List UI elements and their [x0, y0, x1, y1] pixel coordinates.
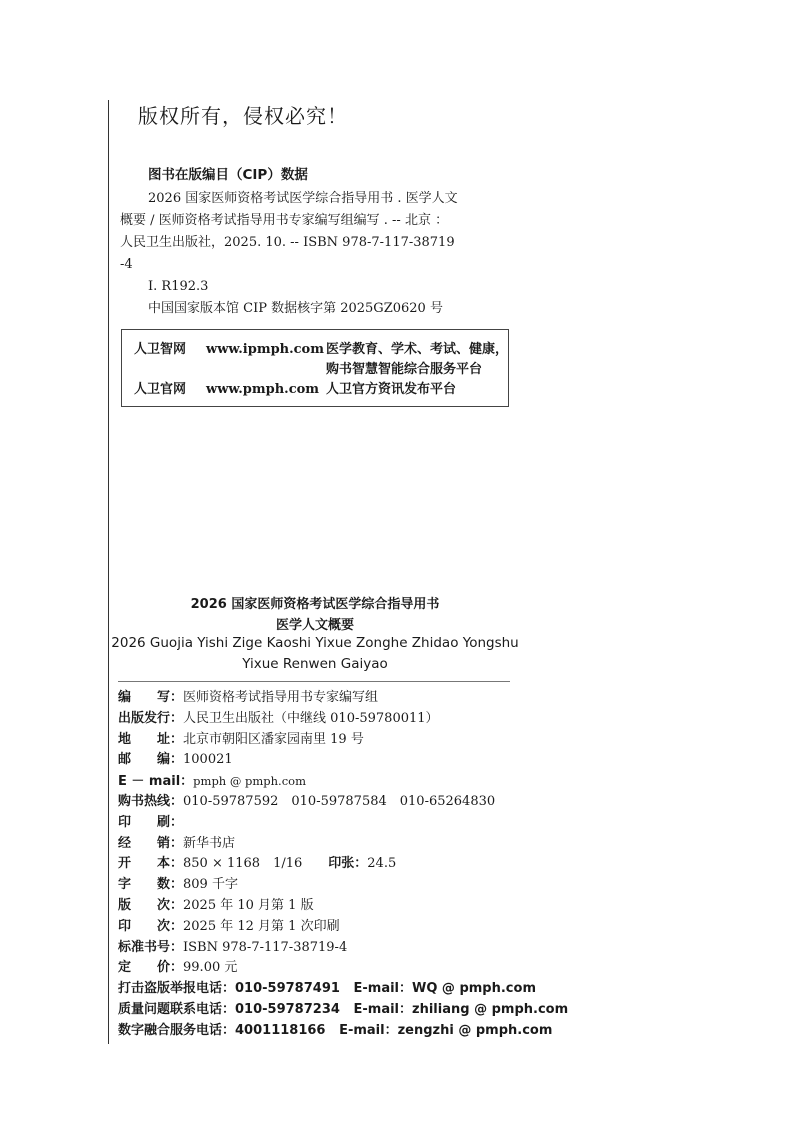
- cip-line: -4: [120, 257, 133, 272]
- info-label: 经 销：: [118, 835, 184, 851]
- info-label: 标准书号：: [118, 939, 184, 955]
- info-value: 850 × 1168 1/16: [183, 856, 329, 872]
- contact-label: 数字融合服务电话：: [118, 1022, 236, 1038]
- book-subtitle-zh: 医学人文概要: [275, 618, 354, 633]
- cip-approval-number: 中国国家版本馆 CIP 数据核字第 2025GZ0620 号: [148, 301, 443, 316]
- website-url[interactable]: www.ipmph.com: [206, 342, 324, 357]
- contact-email-label: E-mail：: [353, 1001, 413, 1017]
- contact-email-label: E-mail：: [339, 1022, 398, 1038]
- cip-line: 2026 国家医师资格考试医学综合指导用书 . 医学人文: [148, 191, 458, 206]
- website-row-cont: [122, 360, 508, 380]
- info-line: [118, 896, 538, 917]
- website-row: [122, 340, 508, 360]
- info-label: 印 次：: [118, 918, 184, 934]
- info-value: ISBN 978-7-117-38719-4: [183, 939, 348, 955]
- info-value: 人民卫生出版社（中继线 010-59780011）: [183, 710, 439, 726]
- info-label: 印 刷：: [118, 814, 184, 830]
- website-name: 人卫官网: [134, 382, 187, 397]
- website-name: 人卫智网: [134, 342, 187, 357]
- contact-email: zhiliang @ pmph.com: [412, 1001, 569, 1017]
- info-value: 北京市朝阳区潘家园南里 19 号: [183, 731, 364, 747]
- info-line: [118, 958, 538, 979]
- website-desc: 人卫官方资讯发布平台: [326, 382, 457, 397]
- website-desc: 医学教育、学术、考试、健康，: [326, 342, 509, 357]
- info-value: 2025 年 10 月第 1 版: [183, 897, 314, 913]
- info-label: 定 价：: [118, 960, 184, 976]
- info-extra-label: 印张：: [328, 856, 368, 872]
- book-subtitle-pinyin: Yixue Renwen Gaiyao: [242, 656, 388, 672]
- contact-line: [118, 1021, 553, 1042]
- contact-email: WQ @ pmph.com: [412, 981, 536, 997]
- info-value: 医师资格考试指导用书专家编写组: [183, 690, 379, 705]
- info-label: 地 址：: [118, 731, 184, 747]
- website-info-box: [121, 329, 509, 407]
- contact-phone: 4001118166: [235, 1022, 326, 1038]
- info-line: [118, 730, 538, 751]
- info-label: 编 写：: [118, 690, 184, 705]
- info-line: [118, 792, 538, 813]
- publication-info: [118, 688, 569, 1042]
- info-line: [118, 771, 538, 792]
- info-line: [118, 938, 538, 959]
- contact-email: zengzhi @ pmph.com: [397, 1022, 553, 1038]
- page-gutter-line: [108, 100, 109, 1044]
- info-line: [118, 709, 538, 730]
- cip-record: [120, 188, 512, 320]
- info-line: [118, 688, 538, 709]
- contact-phone: 010-59787234: [235, 1001, 340, 1017]
- cip-classification: Ⅰ. R192.3: [148, 279, 209, 294]
- contact-phone: 010-59787491: [235, 981, 340, 997]
- website-url[interactable]: www.pmph.com: [206, 382, 320, 397]
- info-line: [118, 834, 538, 855]
- contact-email-label: E-mail：: [353, 981, 413, 997]
- cip-title: 图书在版编目（CIP）数据: [148, 167, 308, 183]
- info-line: [118, 917, 538, 938]
- info-value: 2025 年 12 月第 1 次印刷: [183, 918, 340, 934]
- divider: [118, 681, 510, 682]
- info-extra-value: 24.5: [367, 856, 397, 872]
- copyright-notice: 版权所有，侵权必究！: [138, 104, 348, 128]
- info-line: [118, 875, 538, 896]
- book-title-pinyin: 2026 Guojia Yishi Zige Kaoshi Yixue Zonghe Zhidao Yongshu: [111, 635, 519, 651]
- info-label: 版 次：: [118, 897, 184, 913]
- info-line: [118, 854, 538, 875]
- info-label: 字 数：: [118, 877, 184, 893]
- contact-label: 质量问题联系电话：: [118, 1001, 236, 1017]
- book-title-zh: 2026 国家医师资格考试医学综合指导用书: [190, 597, 440, 612]
- cip-line: 人民卫生出版社，2025. 10. -- ISBN 978-7-117-38719: [120, 235, 455, 250]
- info-value: 新华书店: [183, 835, 236, 851]
- info-label: 邮 编：: [118, 752, 184, 768]
- info-value: 010-59787592 010-59787584 010-65264830: [183, 793, 496, 809]
- website-row: [122, 380, 508, 400]
- info-line: [118, 750, 538, 771]
- info-line: [118, 813, 538, 834]
- info-value: pmph @ pmph.com: [193, 774, 306, 789]
- info-value: 99.00 元: [183, 960, 238, 976]
- contact-line: [118, 1000, 569, 1021]
- contact-label: 打击盗版举报电话：: [118, 981, 236, 997]
- info-value: 100021: [183, 752, 233, 768]
- contact-line: [118, 979, 538, 1000]
- info-label: 购书热线：: [118, 793, 184, 809]
- cip-line: 概要 / 医师资格考试指导用书专家编写组编写 . -- 北京 ：: [120, 213, 449, 228]
- info-value: 809 千字: [183, 877, 238, 893]
- info-label: E － mail：: [118, 774, 194, 790]
- info-label: 出版发行：: [118, 710, 184, 726]
- info-label: 开 本：: [118, 856, 184, 872]
- website-desc: 购书智慧智能综合服务平台: [326, 362, 483, 377]
